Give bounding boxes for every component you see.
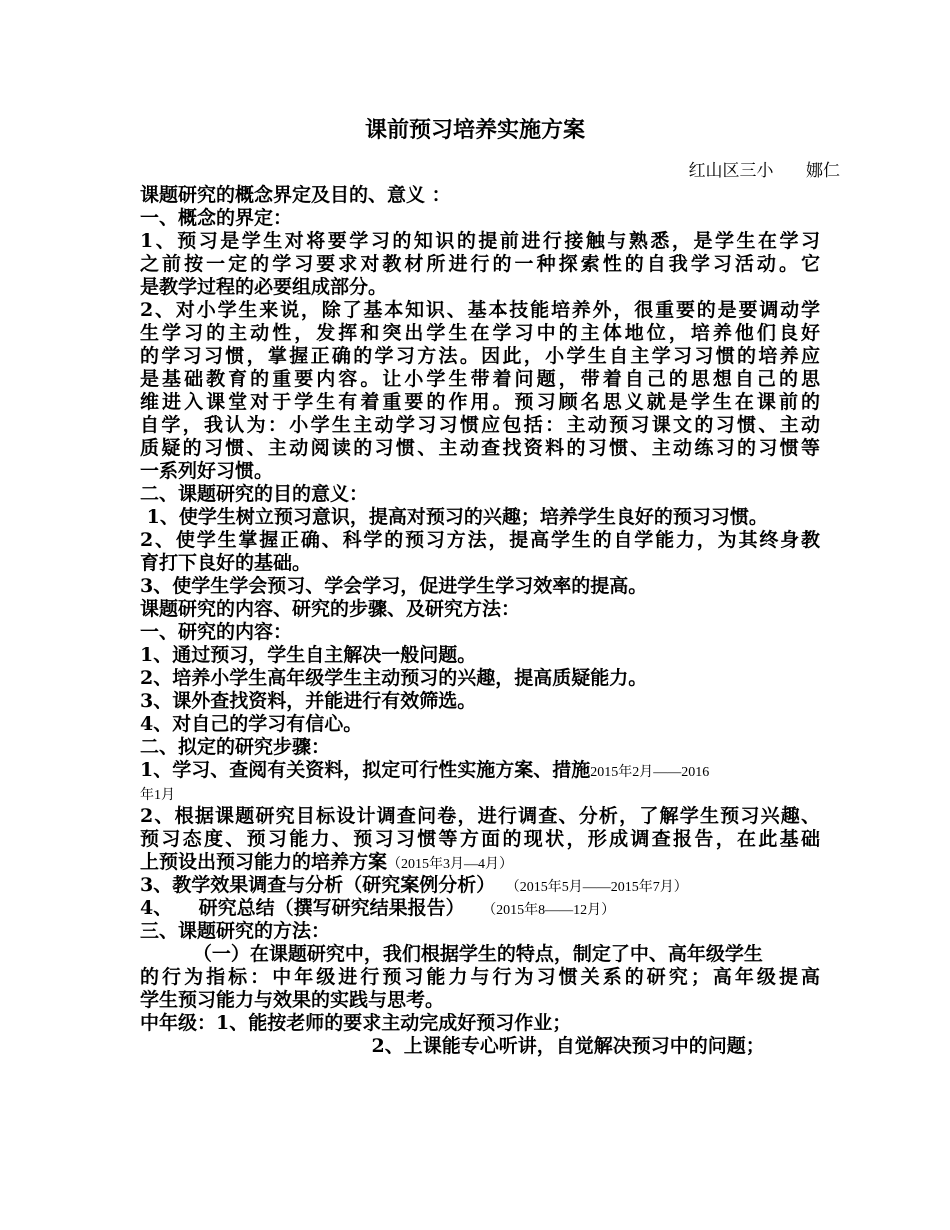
line-text: 课题研究的概念界定及目的、意义 ： bbox=[140, 184, 451, 206]
text-line bbox=[140, 690, 820, 713]
line-text: 的行为指标：中年级进行预习能力与行为习惯关系的研究；高年级提高 bbox=[140, 966, 820, 988]
line-text: 是基础教育的重要内容。让小学生带着问题，带着自己的思想自己的思 bbox=[140, 368, 820, 390]
text-line bbox=[140, 299, 820, 322]
line-text: 是教学过程的必要组成部分。 bbox=[140, 276, 388, 298]
line-text: 一、研究的内容： bbox=[140, 621, 293, 643]
date-range-text: 2015年2月——2016 bbox=[590, 765, 710, 780]
date-range-text: （2015年3月—4月） bbox=[387, 857, 514, 872]
text-line bbox=[140, 598, 820, 621]
line-text: 二、课题研究的目的意义： bbox=[140, 483, 369, 505]
text-line bbox=[140, 897, 820, 920]
author-line: 红山区三小 娜仁 bbox=[688, 161, 840, 181]
line-text: 2、根据课题研究目标设计调查问卷，进行调查、分析，了解学生预习兴趣、 bbox=[140, 805, 820, 827]
text-line bbox=[140, 621, 820, 644]
line-text: 3、教学效果调查与分析（研究案例分析） bbox=[140, 874, 496, 896]
text-line bbox=[140, 1012, 820, 1035]
text-line bbox=[140, 391, 820, 414]
text-line bbox=[140, 460, 820, 483]
text-line bbox=[140, 874, 820, 897]
line-text: 1、预习是学生对将要学习的知识的提前进行接触与熟悉，是学生在学习 bbox=[140, 230, 820, 252]
text-line bbox=[140, 966, 820, 989]
line-text: 2、上课能专心听讲，自觉解决预习中的问题； bbox=[140, 1035, 765, 1057]
text-line bbox=[140, 667, 820, 690]
line-text: 3、使学生学会预习、学会学习，促进学生学习效率的提高。 bbox=[140, 575, 648, 597]
text-line bbox=[140, 920, 820, 943]
line-text: 生学习的主动性，发挥和突出学生在学习中的主体地位，培养他们良好 bbox=[140, 322, 820, 344]
line-text: 2、对小学生来说，除了基本知识、基本技能培养外，很重要的是要调动学 bbox=[140, 299, 820, 321]
document-body bbox=[140, 184, 820, 1058]
line-text: 育打下良好的基础。 bbox=[140, 552, 312, 574]
text-line bbox=[140, 368, 820, 391]
line-text: 一、概念的界定： bbox=[140, 207, 293, 229]
line-text: 维进入课堂对于学生有着重要的作用。预习顾名思义就是学生在课前的 bbox=[140, 391, 820, 413]
line-text: 1、通过预习，学生自主解决一般问题。 bbox=[140, 644, 477, 666]
line-text: 1、使学生树立预习意识，提高对预习的兴趣；培养学生良好的预习习惯。 bbox=[140, 506, 768, 528]
line-text: 上预设出预习能力的培养方案 bbox=[140, 851, 388, 873]
line-text: 之前按一定的学习要求对教材所进行的一种探索性的自我学习活动。它 bbox=[140, 253, 820, 275]
line-text: 4、对自己的学习有信心。 bbox=[140, 713, 363, 735]
line-text: （一）在课题研究中，我们根据学生的特点，制定了中、高年级学生 bbox=[140, 943, 763, 965]
line-text: 2、培养小学生高年级学生主动预习的兴趣，提高质疑能力。 bbox=[140, 667, 648, 689]
text-line bbox=[140, 828, 820, 851]
text-line bbox=[140, 230, 820, 253]
text-line bbox=[140, 184, 820, 207]
line-text: 中年级：1、能按老师的要求主动完成好预习作业； bbox=[140, 1012, 572, 1034]
text-line bbox=[140, 552, 820, 575]
line-text: 三、课题研究的方法： bbox=[140, 920, 331, 942]
line-text: 二、拟定的研究步骤： bbox=[140, 736, 331, 758]
line-text: 质疑的习惯、主动阅读的习惯、主动查找资料的习惯、主动练习的习惯等 bbox=[140, 437, 820, 459]
line-text: 课题研究的内容、研究的步骤、及研究方法： bbox=[140, 598, 521, 620]
text-line bbox=[140, 943, 820, 966]
text-line bbox=[140, 759, 820, 782]
line-text: 的学习习惯，掌握正确的学习方法。因此，小学生自主学习习惯的培养应 bbox=[140, 345, 820, 367]
line-text: 自学，我认为：小学生主动学习习惯应包括：主动预习课文的习惯、主动 bbox=[140, 414, 820, 436]
text-line bbox=[140, 529, 820, 552]
text-line bbox=[140, 575, 820, 598]
line-text: 一系列好习惯。 bbox=[140, 460, 274, 482]
date-range-text: （2015年5月——2015年7月） bbox=[495, 880, 688, 895]
line-text: 学生预习能力与效果的实践与思考。 bbox=[140, 989, 445, 1011]
text-line bbox=[140, 253, 820, 276]
text-line bbox=[140, 345, 820, 368]
text-line bbox=[140, 736, 820, 759]
text-line bbox=[140, 713, 820, 736]
text-line bbox=[140, 644, 820, 667]
text-line bbox=[140, 322, 820, 345]
line-text: 3、课外查找资料，并能进行有效筛选。 bbox=[140, 690, 477, 712]
text-line bbox=[140, 414, 820, 437]
text-line bbox=[140, 276, 820, 299]
line-text: 1、学习、查阅有关资料，拟定可行性实施方案、措施 bbox=[140, 759, 591, 781]
text-line bbox=[140, 437, 820, 460]
line-text: 4、 研究总结（撰写研究结果报告） bbox=[140, 897, 465, 919]
text-line bbox=[140, 1035, 820, 1058]
document-title: 课前预习培养实施方案 bbox=[364, 118, 585, 143]
text-line bbox=[140, 851, 820, 874]
text-line bbox=[140, 506, 820, 529]
text-line bbox=[140, 782, 820, 805]
text-line bbox=[140, 805, 820, 828]
date-range-text: （2015年8——12月） bbox=[464, 903, 616, 918]
line-text: 2、使学生掌握正确、科学的预习方法，提高学生的自学能力，为其终身教 bbox=[140, 529, 820, 551]
text-line bbox=[140, 483, 820, 506]
text-line bbox=[140, 989, 820, 1012]
text-line bbox=[140, 207, 820, 230]
date-range-text: 年1月 bbox=[140, 788, 175, 803]
line-text: 预习态度、预习能力、预习习惯等方面的现状，形成调查报告，在此基础 bbox=[140, 828, 820, 850]
